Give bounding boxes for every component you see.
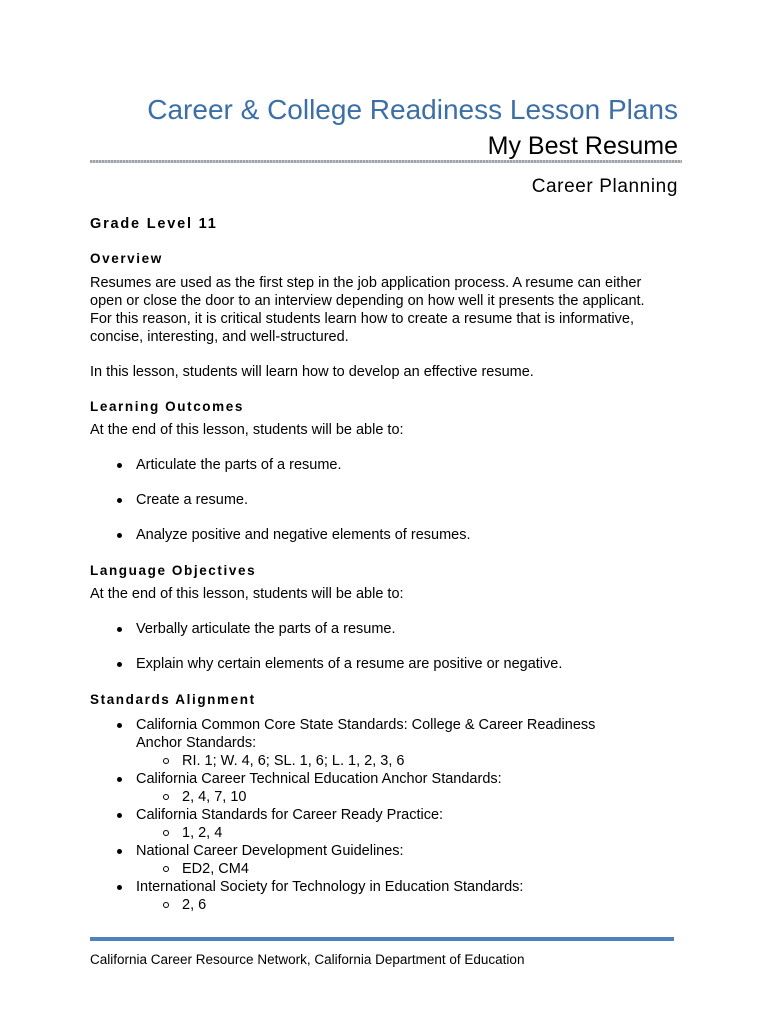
sub-list-item-text: RI. 1; W. 4, 6; SL. 1, 6; L. 1, 2, 3, 6 bbox=[182, 753, 405, 769]
bullet-icon bbox=[117, 627, 122, 632]
bullet-icon bbox=[117, 777, 122, 782]
circle-bullet-icon bbox=[163, 866, 169, 872]
list-item-text: California Standards for Career Ready Practice: bbox=[136, 807, 444, 823]
standards-alignment-heading: Standards Alignment bbox=[90, 692, 256, 707]
overview-line: Resumes are used as the first step in the job application process. A resume can either bbox=[90, 275, 642, 291]
learning-outcomes-list bbox=[90, 456, 680, 544]
language-objectives-intro: At the end of this lesson, students will be able to: bbox=[90, 586, 404, 602]
sub-list bbox=[90, 824, 680, 842]
bullet-icon bbox=[117, 885, 122, 890]
lesson-content bbox=[90, 212, 680, 914]
list-item-text: California Common Core State Standards: College & Career Readiness bbox=[136, 717, 596, 733]
language-objectives-list bbox=[90, 620, 680, 673]
list-item bbox=[90, 716, 680, 770]
list-item-text: Articulate the parts of a resume. bbox=[136, 457, 342, 473]
list-item bbox=[90, 526, 680, 544]
bullet-icon bbox=[117, 463, 122, 468]
circle-bullet-icon bbox=[163, 758, 169, 764]
sub-list bbox=[90, 896, 680, 914]
bullet-icon bbox=[117, 849, 122, 854]
list-item-text: Anchor Standards: bbox=[136, 735, 257, 751]
list-item bbox=[90, 491, 680, 509]
list-item bbox=[90, 620, 680, 638]
section-title: Career Planning bbox=[531, 176, 678, 197]
grade-level: Grade Level 11 bbox=[90, 216, 218, 232]
lesson-title: My Best Resume bbox=[487, 132, 678, 160]
bullet-icon bbox=[117, 662, 122, 667]
list-item-text: International Society for Technology in Education Standards: bbox=[136, 879, 524, 895]
list-item-text: Verbally articulate the parts of a resume. bbox=[136, 621, 396, 637]
list-item-text: Create a resume. bbox=[136, 492, 249, 508]
overview-line: For this reason, it is critical students learn how to create a resume that is informative, bbox=[90, 311, 634, 327]
bullet-icon bbox=[117, 498, 122, 503]
sub-list-item bbox=[90, 896, 680, 914]
sub-list bbox=[90, 752, 680, 770]
sub-list-item bbox=[90, 788, 680, 806]
overview-line: open or close the door to an interview depending on how well it presents the applicant. bbox=[90, 293, 645, 309]
sub-list-item-text: 1, 2, 4 bbox=[182, 825, 223, 841]
list-item bbox=[90, 842, 680, 878]
overview-line: concise, interesting, and well-structured. bbox=[90, 329, 349, 345]
sub-list bbox=[90, 860, 680, 878]
overview-heading: Overview bbox=[90, 251, 163, 266]
circle-bullet-icon bbox=[163, 794, 169, 800]
list-item bbox=[90, 806, 680, 842]
list-item-text: California Career Technical Education Anchor Standards: bbox=[136, 771, 502, 787]
list-item bbox=[90, 655, 680, 673]
overview-paragraph bbox=[90, 274, 680, 346]
learning-outcomes-heading: Learning Outcomes bbox=[90, 399, 244, 414]
circle-bullet-icon bbox=[163, 902, 169, 908]
list-item-text: Explain why certain elements of a resume are positive or negative. bbox=[136, 656, 563, 672]
learning-outcomes-intro: At the end of this lesson, students will be able to: bbox=[90, 422, 404, 438]
list-item bbox=[90, 770, 680, 806]
list-item bbox=[90, 456, 680, 474]
language-objectives-heading: Language Objectives bbox=[90, 563, 257, 578]
standards-list bbox=[90, 716, 680, 914]
list-item-text: Analyze positive and negative elements of resumes. bbox=[136, 527, 471, 543]
document-title: Career & College Readiness Lesson Plans bbox=[147, 94, 678, 125]
footer-divider bbox=[90, 937, 674, 941]
sub-list-item-text: 2, 4, 7, 10 bbox=[182, 789, 247, 805]
sub-list-item bbox=[90, 860, 680, 878]
sub-list-item-text: 2, 6 bbox=[182, 897, 207, 913]
sub-list-item bbox=[90, 752, 680, 770]
sub-list-item bbox=[90, 824, 680, 842]
title-divider bbox=[90, 160, 682, 163]
list-item bbox=[90, 878, 680, 914]
circle-bullet-icon bbox=[163, 830, 169, 836]
bullet-icon bbox=[117, 813, 122, 818]
bullet-icon bbox=[117, 533, 122, 538]
footer-text: California Career Resource Network, California Department of Education bbox=[90, 952, 525, 967]
overview-paragraph-2: In this lesson, students will learn how to develop an effective resume. bbox=[90, 364, 534, 380]
sub-list bbox=[90, 788, 680, 806]
bullet-icon bbox=[117, 723, 122, 728]
sub-list-item-text: ED2, CM4 bbox=[182, 861, 249, 877]
list-item-text: National Career Development Guidelines: bbox=[136, 843, 404, 859]
